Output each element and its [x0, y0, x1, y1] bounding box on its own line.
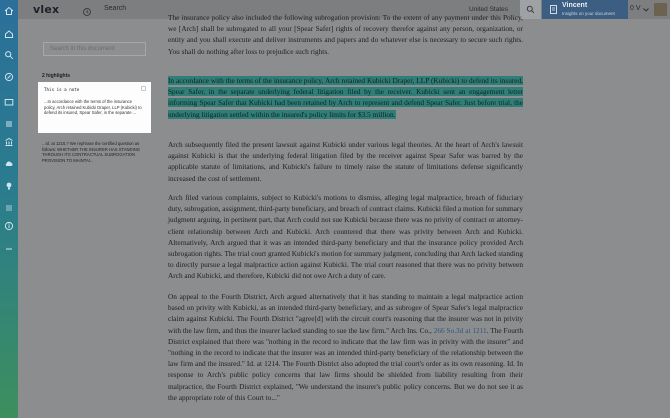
paragraph-4: Arch filed various complaints, subject to Kubicki's motions to dismiss, alleging legal malpractice, breach of fiduciary duty, subrogation, assignment, third-party beneficiary, and breach of contract claims. Kubicki filed a motion for summary judgment arguing, in pertinent part, that Arch could not sue Kubicki because there was no privity of contract or attorney-client relationship between Arch and Kubicki. Arch countered that there was privity between Arch and Kubicki. Alternatively, Arch argued that it was an intended third-party beneficiary and that the insurance policy provided Arch subrogation rights. The trial court granted Kubicki's motion for summary judgment, concluding that Arch lacked standing to directly pursue a legal malpractice action against Kubicki. The trial court reasoned that there was no privity between Arch and Kubicki, and therefore, Kubicki did not owe Arch a duty of care.: [168, 193, 523, 281]
home-icon[interactable]: [4, 6, 14, 16]
top-search-input[interactable]: Search: [104, 5, 127, 12]
compass-icon[interactable]: [4, 72, 14, 82]
highlight-card-2[interactable]: ...Id. at 1215.? We rephrase the certified question as follows: WHETHER THE INSURER HAS STANDING THROUGH ITS CONTRACTUAL SUBROGATION PROVISION TO MAINTAI...: [42, 141, 141, 163]
list-icon[interactable]: [4, 119, 14, 129]
cloud-icon[interactable]: [4, 159, 14, 169]
highlight-card-1[interactable]: [38, 82, 151, 133]
highlights-panel: [18, 19, 161, 418]
citation-link[interactable]: 266 So.3d at 1211: [433, 325, 487, 335]
document-search-input[interactable]: Search in this document: [43, 42, 146, 56]
left-rail: [0, 0, 18, 418]
paragraph-5: [168, 291, 523, 403]
dash-icon[interactable]: [4, 244, 14, 254]
note-text: This is a note: [44, 87, 80, 92]
house-icon[interactable]: [4, 29, 14, 39]
account-label[interactable]: 0 V: [630, 5, 641, 12]
history-icon[interactable]: [82, 4, 92, 14]
paragraph-1: The insurance policy also included the following subrogation provision: To the extent of any payment under this Policy, we [Arch] shall be subrogated to all your [Spear Safer] rights of recovery therefor against any person, organization, or entity and you shall execute and deliver instruments and papers and do whatever else is necessary to secure such rights. You shall do nothing after loss to prejudice such rights.: [168, 13, 523, 56]
chevron-down-icon[interactable]: [643, 8, 649, 12]
bulb-icon[interactable]: [4, 181, 14, 191]
paragraph-5-text-b: . The Fourth District explained that there was "nothing in the record to indicate that the law firm was in privity with the insurer" and "nothing in the record to indicate that the insurer was an intended third-party beneficiary of the relationship between the law firm and the insured." Id. at 1214. The Fourth District also adopted the trial court's order as its own reasoning. Id. In response to Arch's public policy concerns that law firms should be shielded from liability resulting from their malpractice, the Fourth District explained, "We understand the insurer's public policy concerns. But we do not see it as the appropriate role of this Court to...": [168, 325, 523, 402]
search-icon: [526, 5, 535, 14]
paragraph-5-text-a: On appeal to the Fourth District, Arch argued alternatively that it has standing to maintain a legal malpractice action based on privity with Kubicki, as an intended third-party beneficiary, and as subrogee of Spear Safer's legal malpractice claim against Kubicki. The Fourth District "agree[d] with the circuit court's reasoning that the insurer was not in privity with the law firm, and thus the insurer lacked standing to sue the law firm." Arch Ins. Co.,: [168, 292, 523, 335]
paragraph-2: [168, 75, 523, 120]
vincent-label: Vincent: [562, 2, 588, 9]
folder-icon[interactable]: [4, 97, 14, 107]
country-selector[interactable]: United States: [469, 6, 509, 13]
highlights-count: 2 highlights: [42, 73, 71, 79]
grid-icon[interactable]: [4, 203, 14, 213]
card-checkbox[interactable]: [141, 86, 146, 91]
vlex-logo[interactable]: vlex: [33, 3, 60, 16]
highlighted-passage[interactable]: In accordance with the terms of the insurance policy, Arch retained Kubicki Draper, LLP (Kubicki) to defend its insured, Spear Safer, in the separate underlying federal litigation filed by the receiver. Kubicki sent an engagement letter informing Spear Safer that Kubicki had been retained by Arch to represent and defend Spear Safer. Just before trial, the underlying litigation settled within the insured's policy limits for $3.5 million.: [168, 76, 523, 119]
paragraph-3: Arch subsequently filed the present lawsuit against Kubicki under various legal theories. At the heart of Arch's lawsuit against Kubicki is that the underlying federal litigation filed by the receiver against Spear Safer was barred by the applicable statute of limitations, and Kubicki's failure to timely raise the statute of limitations defense significantly increased the cost of settlement.: [168, 140, 523, 183]
info-icon[interactable]: [4, 221, 14, 231]
highlight-quote: ...In accordance with the terms of the insurance policy, Arch retained Kubicki Draper, LLP (Kubicki) to defend its insured, Spear Safer, in the separate ...: [44, 99, 142, 115]
bank-icon[interactable]: [4, 137, 14, 147]
vincent-sublabel: Insights on your document: [562, 11, 615, 16]
search-button[interactable]: [520, 0, 541, 19]
vincent-panel[interactable]: [542, 0, 628, 19]
document-icon: [550, 5, 557, 14]
avatar[interactable]: [654, 3, 667, 16]
search-icon[interactable]: [4, 50, 14, 60]
